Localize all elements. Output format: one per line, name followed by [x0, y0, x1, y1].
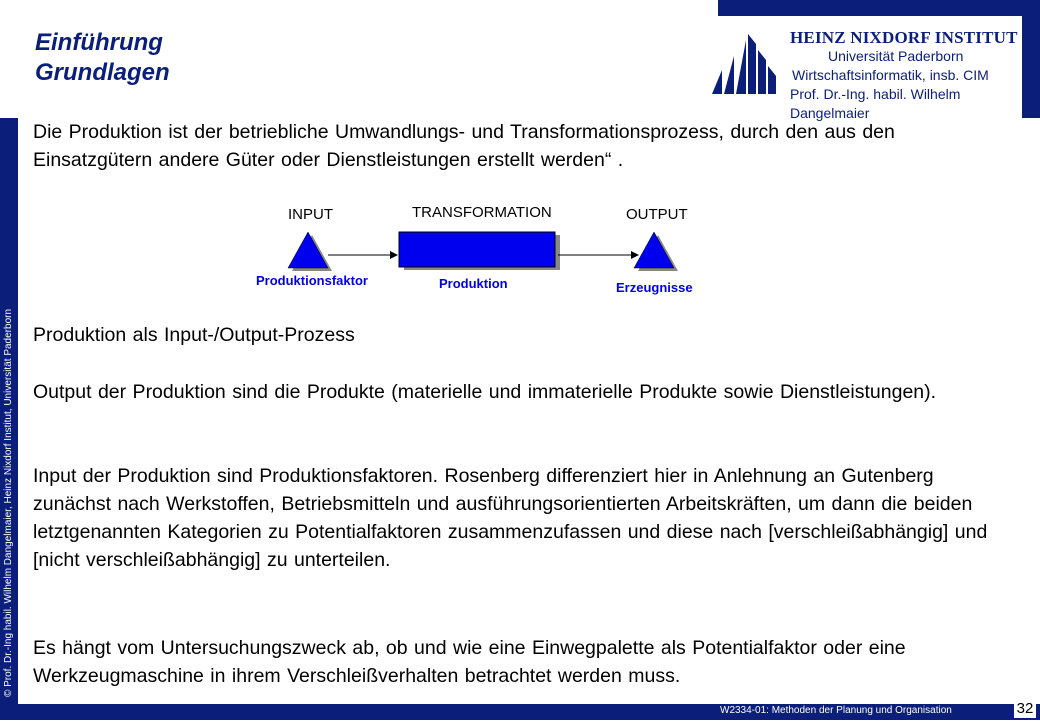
logo-line-3: Wirtschaftsinformatik, insb. CIM [792, 67, 989, 83]
diagram-transformation-sublabel: Produktion [439, 276, 508, 291]
slide-title [35, 28, 170, 88]
transformation-box [399, 232, 555, 267]
diagram-input-sublabel: Produktionsfaktor [256, 273, 368, 288]
diagram-output-sublabel: Erzeugnisse [616, 280, 693, 295]
closing-paragraph: Es hängt vom Untersuchungszweck ab, ob und wie eine Einwegpalette als Potentialfaktor oder eine Werkzeugmaschine in ihrem Verschleißverhalten betrachtet werden muss. [33, 637, 906, 687]
intro-paragraph: Die Produktion ist der betriebliche Umwandlungs- und Transformationsprozess, durch den aus den Einsatzgütern andere Güter oder Dienstleistungen erstellt werden“ . [33, 121, 895, 171]
logo-line-2: Universität Paderborn [828, 48, 964, 64]
right-accent-bar [1022, 0, 1040, 118]
copyright-note: © Prof. Dr.-Ing habil. Wilhelm Dangelmaier, Heinz Nixdorf Institut, Universität Paderborn [3, 308, 14, 698]
course-label: W2334-01: Methoden der Planung und Organisation [720, 705, 952, 716]
page-number: 32 [1014, 700, 1036, 718]
institute-logo-icon [710, 30, 780, 96]
input-paragraph: Input der Produktion sind Produktionsfaktoren. Rosenberg differenziert hier in Anlehnung an Gutenberg zunächst nach Werkstoffen, Betriebsmitteln und ausführungsorientierten Arbeitskräften, um dann die beiden letztgenannten Kategorien zu Potentialfaktoren zusammenzufassen und diese nach [verschleißabhängig] und [nicht verschleißabhängig] zu unterteilen. [33, 465, 988, 571]
title-line-2: Grundlagen [35, 59, 170, 86]
top-accent-bar [718, 0, 1040, 16]
output-triangle [634, 232, 674, 268]
logo-line-4: Prof. Dr.-Ing. habil. Wilhelm Dangelmaier [790, 86, 961, 121]
diagram-output-label: OUTPUT [626, 206, 688, 223]
input-triangle [288, 232, 328, 268]
diagram-caption: Produktion als Input-/Output-Prozess [33, 324, 355, 346]
title-line-1: Einführung [35, 29, 163, 56]
output-paragraph: Output der Produktion sind die Produkte (materielle und immaterielle Produkte sowie Dienstleistungen). [33, 381, 937, 403]
input-output-diagram [240, 195, 740, 305]
logo-line-1: HEINZ NIXDORF INSTITUT [790, 28, 1018, 47]
institute-logo [708, 16, 1022, 121]
diagram-transformation-label: TRANSFORMATION [412, 204, 552, 221]
diagram-input-label: INPUT [288, 206, 333, 223]
